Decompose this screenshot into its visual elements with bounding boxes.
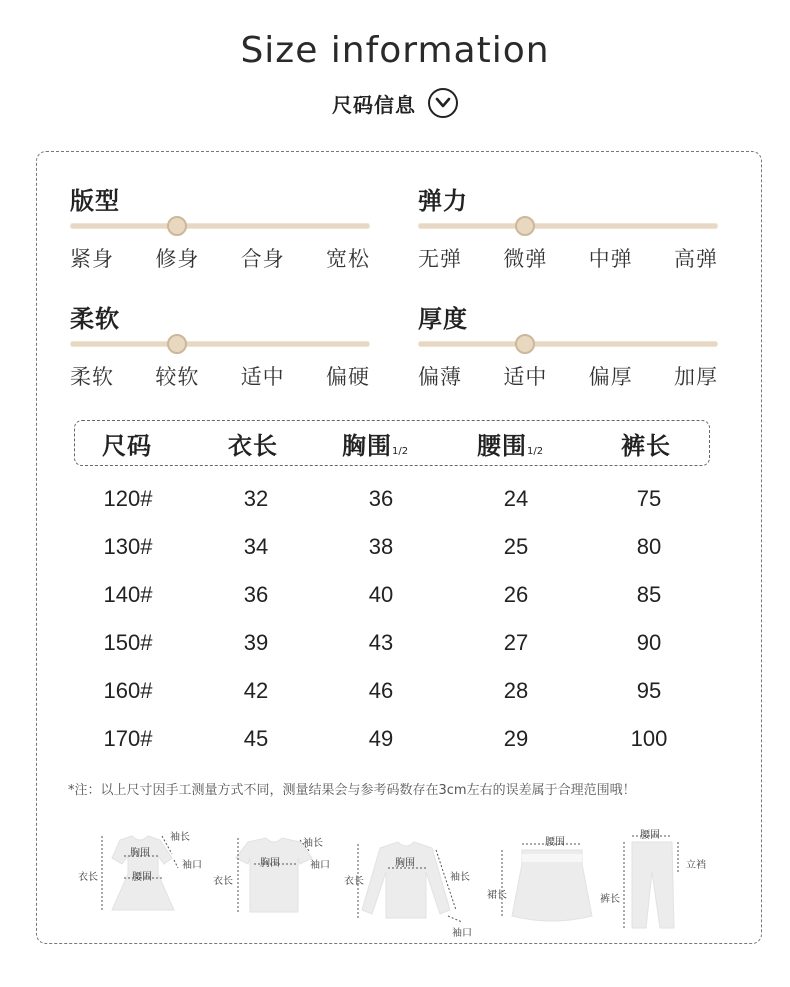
tshirt-cuff-label: 袖口: [310, 860, 330, 871]
scale-label: 柔软: [70, 305, 120, 333]
sweater-chest-label: 胸围: [395, 858, 415, 869]
pants-diagram: [624, 836, 678, 928]
cell-size: 170#: [103, 726, 153, 751]
cell-waist: 24: [503, 486, 529, 511]
cell-waist: 28: [503, 678, 529, 703]
skirt-diagram: [502, 844, 592, 921]
cell-pants-length: 80: [636, 534, 662, 559]
cell-pants-length: 85: [636, 582, 662, 607]
scale-option: 宽松: [325, 247, 370, 271]
measurement-note: *注：以上尺寸因手工测量方式不同，测量结果会与参考码数存在3cm左右的误差属于合理范围哦！: [68, 783, 636, 798]
scale-option: 微弹: [503, 247, 548, 271]
cell-length: 42: [243, 678, 269, 703]
scale-thickness: [418, 299, 718, 389]
scale-option: 紧身: [70, 247, 114, 271]
scale-option: 中弹: [588, 247, 633, 271]
scale-option: 柔软: [70, 365, 114, 389]
cell-size: 140#: [103, 582, 153, 607]
cell-size: 120#: [103, 486, 153, 511]
sweater-length-label: 衣长: [344, 876, 364, 887]
page-title-en: Size information: [240, 30, 550, 71]
cell-size: 160#: [103, 678, 153, 703]
pants-length-label: 裤长: [600, 894, 620, 905]
tshirt-chest-label: 胸围: [260, 858, 280, 869]
pants-waist-label: 腰围: [640, 830, 660, 841]
cell-size: 150#: [103, 630, 153, 655]
scale-option: 无弹: [418, 247, 462, 271]
cell-pants-length: 75: [636, 486, 662, 511]
cell-pants-length: 90: [636, 630, 662, 655]
scale-option: 偏薄: [418, 365, 462, 389]
tshirt-diagram: [236, 838, 312, 912]
scale-option: 适中: [503, 365, 548, 389]
scale-label: 厚度: [418, 305, 468, 333]
garment-diagrams: [70, 818, 730, 940]
scale-option: 高弹: [673, 247, 718, 271]
dress-chest-label: 胸围: [130, 848, 150, 859]
cell-size: 130#: [103, 534, 153, 559]
header-chest: 胸围1/2: [342, 432, 409, 460]
scale-softness: [70, 299, 370, 389]
cell-pants-length: 100: [630, 726, 668, 751]
half-mark: 1/2: [392, 446, 409, 457]
cell-waist: 27: [503, 630, 529, 655]
cell-length: 45: [243, 726, 269, 751]
pants-rise-label: 立裆: [686, 860, 706, 871]
cell-waist: 25: [503, 534, 529, 559]
header-pants-length: 裤长: [621, 432, 671, 460]
header-length: 衣长: [228, 432, 278, 460]
scale-option: 偏硬: [325, 365, 370, 389]
scale-option: 加厚: [673, 365, 718, 389]
cell-waist: 29: [503, 726, 529, 751]
scale-track: [70, 223, 370, 229]
scale-option: 修身: [155, 247, 200, 271]
cell-chest: 46: [368, 678, 394, 703]
cell-chest: 38: [368, 534, 394, 559]
dress-sleeve-label: 袖长: [170, 832, 190, 843]
scale-track: [418, 341, 718, 347]
header-waist: 腰围1/2: [477, 432, 544, 460]
cell-length: 36: [243, 582, 269, 607]
table-row: [0, 534, 790, 564]
scale-option: 偏厚: [588, 365, 633, 389]
table-row: [0, 726, 790, 756]
cell-length: 39: [243, 630, 269, 655]
scale-option: 适中: [240, 365, 285, 389]
dress-waist-label: 腰围: [132, 872, 152, 883]
sweater-sleeve-label: 袖长: [450, 872, 470, 883]
sweater-cuff-label: 袖口: [452, 928, 472, 939]
cell-waist: 26: [503, 582, 529, 607]
page-title-cn: 尺码信息: [332, 92, 416, 117]
table-row: [0, 486, 790, 516]
cell-length: 34: [243, 534, 269, 559]
table-row: [0, 678, 790, 708]
table-row: [0, 630, 790, 660]
header-size: 尺码: [102, 432, 152, 460]
cell-chest: 40: [368, 582, 394, 607]
tshirt-sleeve-label: 袖长: [303, 838, 323, 849]
cell-chest: 43: [368, 630, 394, 655]
dress-cuff-label: 袖口: [182, 860, 202, 871]
cell-length: 32: [243, 486, 269, 511]
scale-option: 较软: [155, 365, 200, 389]
scale-fit: [70, 181, 370, 271]
scale-elasticity: [418, 181, 718, 271]
tshirt-length-label: 衣长: [213, 876, 233, 887]
skirt-waist-label: 腰围: [545, 837, 565, 848]
chevron-down-icon: [428, 88, 458, 118]
cell-pants-length: 95: [636, 678, 662, 703]
scale-label: 弹力: [418, 187, 468, 215]
skirt-length-label: 裙长: [487, 890, 507, 901]
table-row: [0, 582, 790, 612]
half-mark: 1/2: [527, 446, 544, 457]
cell-chest: 36: [368, 486, 394, 511]
page-subtitle: [0, 88, 790, 118]
scale-option: 合身: [240, 247, 285, 271]
dress-length-label: 衣长: [78, 872, 98, 883]
scale-track: [70, 341, 370, 347]
scale-track: [418, 223, 718, 229]
cell-chest: 49: [368, 726, 394, 751]
scale-label: 版型: [70, 187, 120, 215]
